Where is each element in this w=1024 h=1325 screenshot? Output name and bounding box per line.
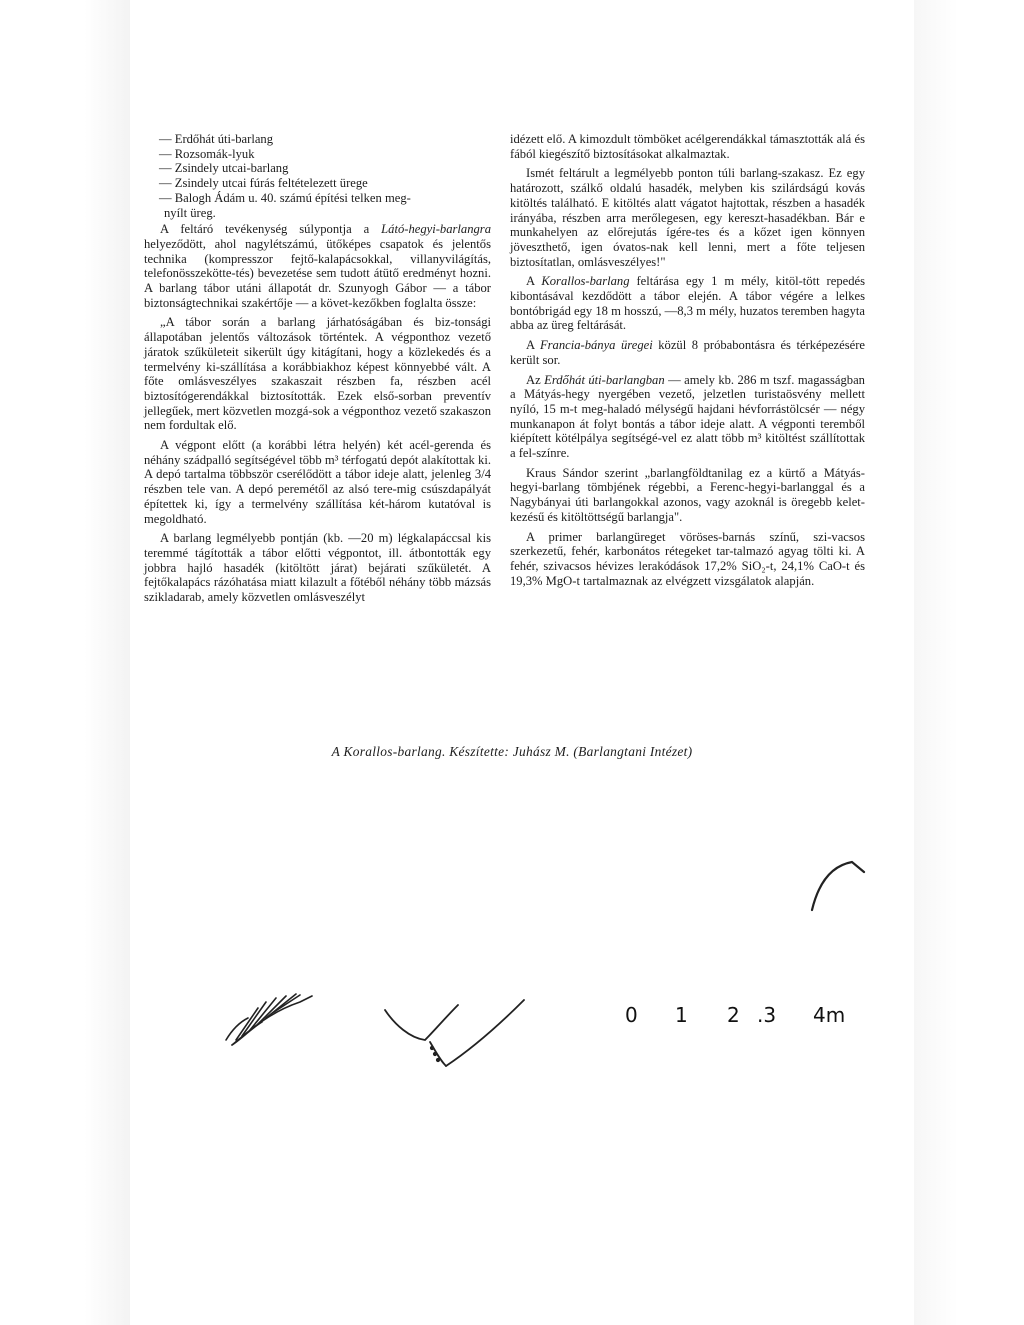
paragraph: A primer barlangüreget vöröses-barnás színű, szi-vacsos szerkezetű, fehér, karbonátos rétegeket tar-talmazó agyag tölti ki. A fehér, szivacsos hévizes lerakódások 17,2% SiO₂-t, 24,1% CaO-t és 19,3% MgO-t tartalmaznak az elvégzett vizsgálatok alapján. [510,529,865,588]
paragraph: Az Erdőhát úti-barlangban — amely kb. 286 m tszf. magasságban a Mátyás-hegy nyergében vezető, jelzetlen turistaösvény mellett nyíló, 15 m-t meg-haladó mélységű hajdani hévforrástölcsér — négy munkanapon át folyt bontás a tábor ideje alatt. A végponti teremből kiépített kötélpálya segítségé-vel ez alatt több m³ kitöltést szállítottak a fel-színre. [510,372,865,461]
list-item: — Rozsomák-lyuk [159,146,255,161]
paragraph: A végpont előtt (a korábbi létra helyén) két acél-gerenda és néhány szádpalló segítségével több m³ térfogatú depót alakítottak ki. A depó tartalma többször cserélődött a tábor ideje alatt, jelenleg 3/4 részben tele van. A depó peremétől az alsó tere-mig csúszdapályát építettek ki, így a termelvény szállítása két-három kutatóval is megoldható. [144,438,491,526]
list-item: — Balogh Ádám u. 40. számú építési telken meg- nyílt üreg. [159,190,411,220]
scale-label: 1 [675,1003,688,1027]
paragraph: A feltáró tevékenység súlypontja a Látó-hegyi-barlangra helyeződött, ahol nagylétszámú, ütőképes csapatok és jelentős technika (kompresszor fejtő-kalapácsokkal, villanyvilágítás, telefonösszekötte-tés) bevezetése sem tudott átütő eredményt hozni. A barlang tábor utáni állapotát dr. Szunyogh Gábor — a tábor biztonságtechnikai szakértője — a követ-kezőkben foglalta össze: [144,222,491,310]
scale-label: 4m [813,1003,846,1027]
scale-label: .3 [757,1003,777,1027]
paragraph: A barlang legmélyebb pontján (kb. —20 m) légkalapáccsal kis teremmé tágították a tábor előtti végpontot, ill. átbontották egy jobbra hajló hasadék (kitöltött járat) bejárati szűkületét. A fejtőkalapács rázóhatása miatt kilazult a főtéből néhány több mázsás szikladarab, amely közvetlen omlásveszélyt [144,531,491,605]
list-item: — Erdőhát úti-barlang [159,132,274,146]
paragraph: Ismét feltárult a legmélyebb ponton túli barlang-szakasz. Ez egy határozott, szálkő oldalú hasadék, melyben kis szilárdságú kovás kitöltés található. E kitöltés alatt vágatot hajtottak, részben a hasadék irányába, részben arra merőlegesen, egy kereszt-hasadékban. Bár e munkahelyen az előrejutás ígére-tes és a kőzet igen könnyen jöveszthető, igen óvatos-nak kell lenni, mert a főte teljesen biztosítatlan, omlásveszélyes!" [510,166,865,269]
paragraph: „A tábor során a barlang járhatóságában és biz-tonsági állapotában jelentős változások történtek. A végponthoz vezető járatok szűkületeit sikerült úgy kitágítani, hogy a közlekedés és a termelvény ki-szállítása a korábbiakhoz képest könnyebbé vált. A főte omlásveszélyes szakaszait részben fa, részben acél biztosítógerendákkal biztosították. Ezek első-sorban preventív jellegűek, mert közvetlen mozgá-sok a végponthoz vezető szakaszon nem fordultak elő. [144,315,491,433]
paragraph: A Korallos-barlang feltárása egy 1 m mély, kitöl-tött repedés kibontásával kezdődött a tábor elején. A tábor végére a lelkes bontóbrigád egy 18 m hosszú, —8,3 m mély, huzatos teremben hagyta abba az üreg feltárását. [510,274,865,333]
paragraph: idézett elő. A kimozdult tömböket acélgerendákkal támasztották alá és fából kiegészítő biztosításokat alkalmaztak. [510,132,865,161]
scale-label: 0 [625,1003,638,1027]
scale-label: 2 [727,1003,740,1027]
paragraph: Kraus Sándor szerint „barlangföldtanilag ez a kürtő a Mátyás-hegyi-barlang tömbjének régebbi, a Ferenc-hegyi-barlanggal és a Nagybányai úti barlangokkal azonos, vagy azoknál is öregebb kelet-kezésű és kitöltöttségű barlangja". [510,465,865,524]
figure-caption: A Korallos-barlang. Készítette: Juhász M. (Barlangtani Intézet) [331,744,693,759]
paragraph: A Francia-bánya üregei közül 8 próbabontásra és térképezésére került sor. [510,338,865,367]
list-item: — Zsindely utcai-barlang [159,161,289,176]
list-item: — Zsindely utcai fúrás feltételezett üregе [159,176,368,191]
